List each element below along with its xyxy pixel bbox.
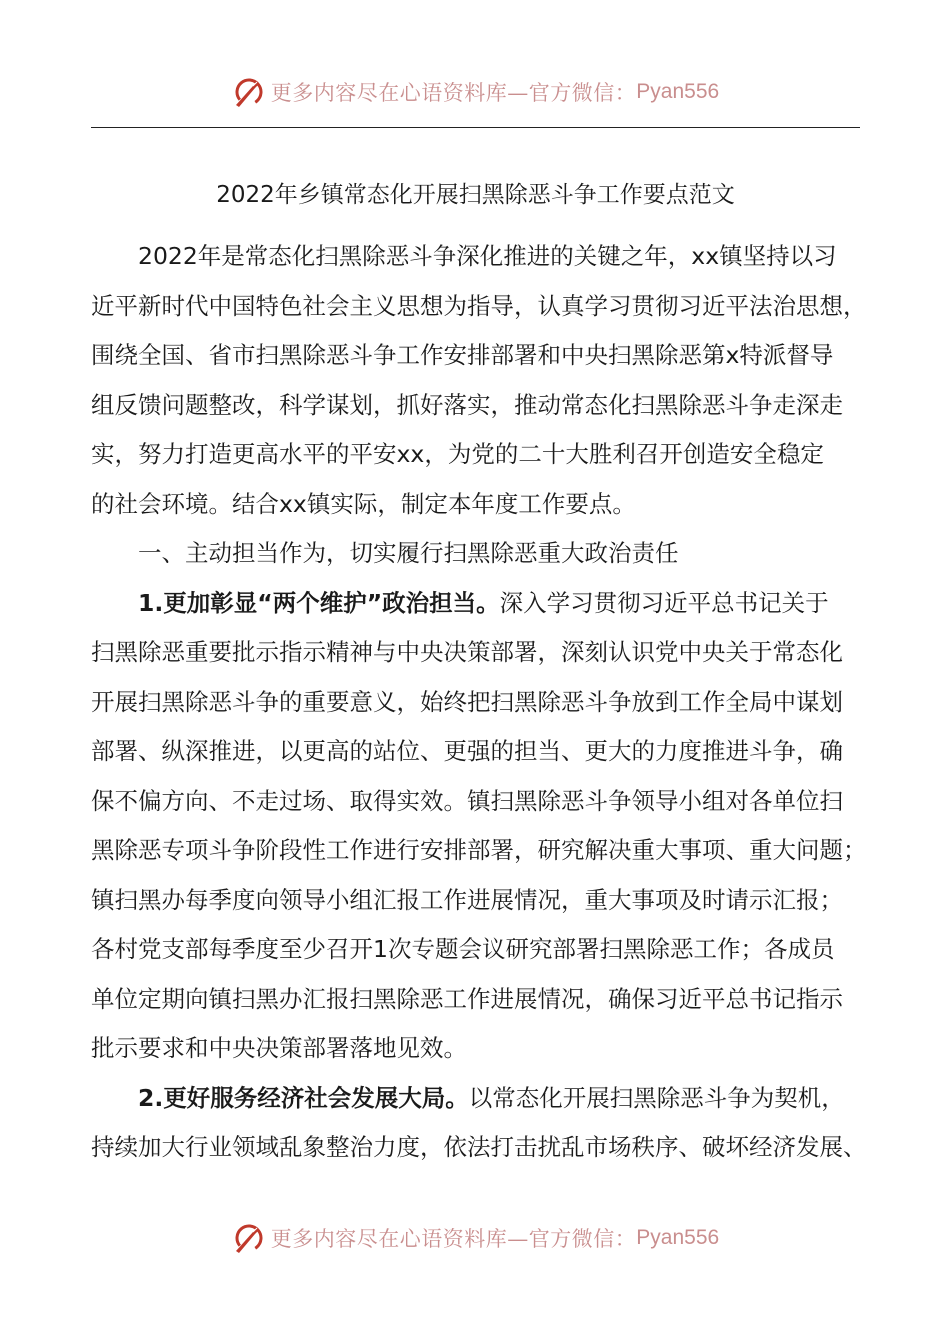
banner-wechat-id: Pyan556 (636, 80, 720, 103)
body-line: 2.更好服务经济社会发展大局。以常态化开展扫黑除恶斗争为契机， (138, 1083, 845, 1112)
body-line: 开展扫黑除恶斗争的重要意义，始终把扫黑除恶斗争放到工作全局中谋划 (91, 687, 843, 716)
body-line: 2022年是常态化扫黑除恶斗争深化推进的关键之年，xx镇坚持以习 (138, 242, 837, 270)
body-line: 镇扫黑办每季度向领导小组汇报工作进展情况，重大事项及时请示汇报； (91, 885, 843, 914)
document-title: 2022年乡镇常态化开展扫黑除恶斗争工作要点范文 (216, 182, 735, 208)
pen-logo-icon (231, 1220, 267, 1256)
body-line: 的社会环境。结合xx镇实际，制定本年度工作要点。 (91, 489, 636, 518)
header-divider (91, 127, 860, 128)
body-line: 各村党支部每季度至少召开1次专题会议研究部署扫黑除恶工作；各成员 (91, 935, 835, 963)
document-body (91, 232, 871, 1173)
pen-logo-icon (231, 74, 267, 110)
body-line: 组反馈问题整改，科学谋划，抓好落实，推动常态化扫黑除恶斗争走深走 (91, 390, 843, 419)
body-line: 近平新时代中国特色社会主义思想为指导，认真学习贯彻习近平法治思想， (91, 291, 867, 320)
body-line: 扫黑除恶重要批示指示精神与中央决策部署，深刻认识党中央关于常态化 (91, 638, 843, 666)
banner-text: 更多内容尽在心语资料库—官方微信： (270, 1227, 637, 1251)
body-line: 批示要求和中央决策部署落地见效。 (91, 1034, 467, 1062)
body-line: 部署、纵深推进，以更高的站位、更强的担当、更大的力度推进斗争，确 (91, 737, 843, 765)
body-line: 围绕全国、省市扫黑除恶斗争工作安排部署和中央扫黑除恶第x特派督导 (91, 341, 834, 369)
section-heading: 一、主动担当作为，切实履行扫黑除恶重大政治责任 (138, 539, 679, 567)
body-line: 单位定期向镇扫黑办汇报扫黑除恶工作进展情况，确保习近平总书记指示 (91, 984, 843, 1013)
banner-text: 更多内容尽在心语资料库—官方微信： (270, 81, 637, 105)
body-line: 1.更加彰显“两个维护”政治担当。深入学习贯彻习近平总书记关于 (138, 588, 829, 617)
footer-banner (0, 1218, 950, 1258)
body-line: 黑除恶专项斗争阶段性工作进行安排部署，研究解决重大事项、重大问题； (91, 836, 867, 864)
body-line: 持续加大行业领域乱象整治力度，依法打击扰乱市场秩序、破坏经济发展、 (91, 1133, 867, 1161)
point-heading: 1.更加彰显“两个维护”政治担当。 (138, 588, 500, 617)
body-line: 实，努力打造更高水平的平安xx，为党的二十大胜利召开创造安全稳定 (91, 440, 824, 468)
body-line: 保不偏方向、不走过场、取得实效。镇扫黑除恶斗争领导小组对各单位扫 (91, 786, 843, 815)
banner-wechat-id: Pyan556 (636, 1226, 720, 1249)
point-heading: 2.更好服务经济社会发展大局。 (138, 1083, 469, 1112)
header-banner (0, 72, 950, 112)
